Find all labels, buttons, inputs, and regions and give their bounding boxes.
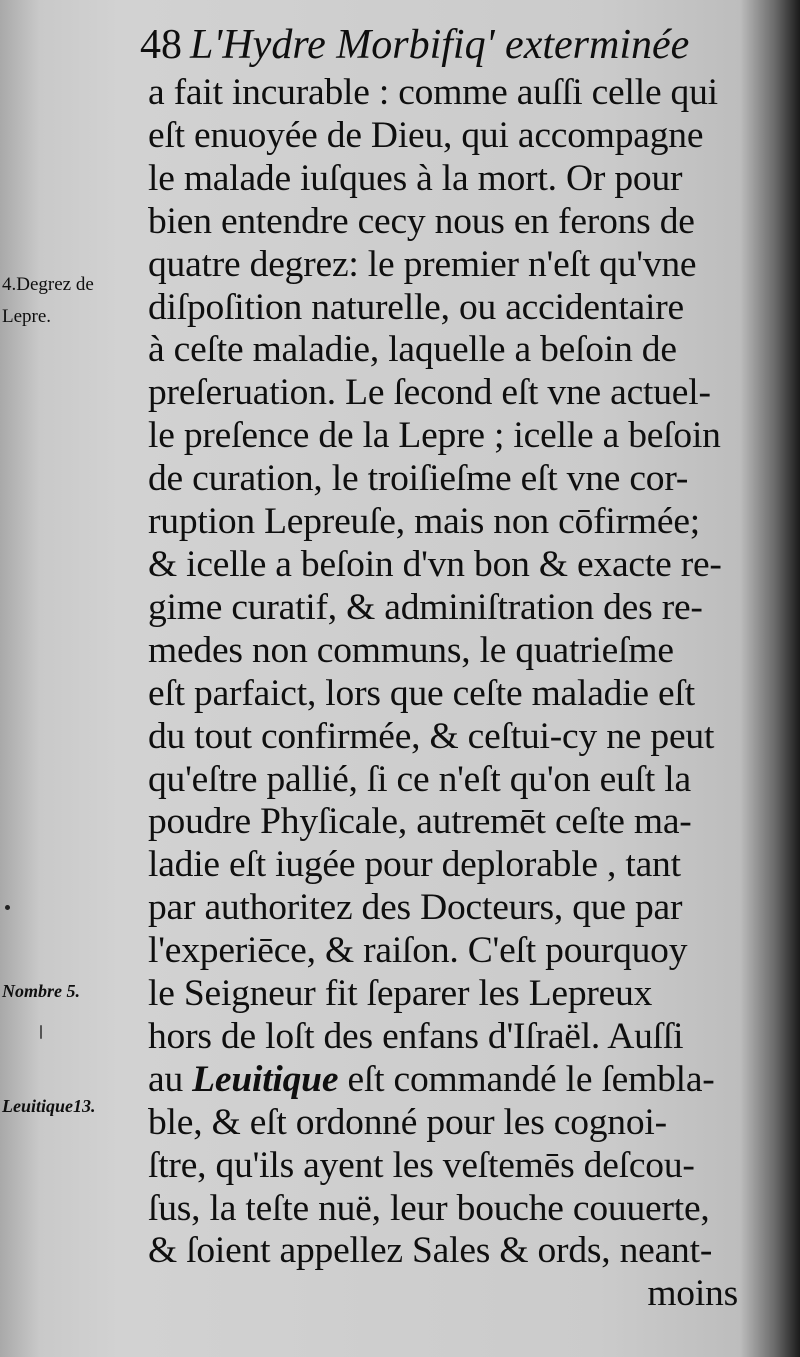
text-line: par authoritez des Docteurs, que par: [148, 887, 683, 929]
margin-note: Leuitique13.: [2, 1096, 96, 1116]
line-segment: au: [148, 1058, 193, 1100]
margin-note: Nombre 5.: [2, 981, 80, 1001]
text-line: de curation, le troiſieſme eſt vne cor-: [148, 458, 689, 500]
book-reference: Leuitique: [192, 1058, 339, 1100]
text-line: diſpoſition naturelle, ou accidentaire: [148, 286, 684, 328]
text-line: quatre degrez: le premier n'eſt qu'vne: [148, 243, 697, 285]
text-line: eſt enuoyée de Dieu, qui accompagne: [148, 114, 704, 156]
text-line: le Seigneur fit ſeparer les Lepreux: [148, 973, 653, 1015]
text-line: preſeruation. Le ſecond eſt vne actuel-: [148, 372, 711, 414]
margin-note: Lepre.: [2, 306, 52, 327]
text-line: & ſoient appellez Sales & ords, neant-: [148, 1230, 713, 1272]
margin-note: 4.Degrez de: [2, 274, 94, 295]
ink-speck: [40, 1025, 42, 1039]
text-line: ſus, la teſte nuë, leur bouche couuerte,: [148, 1187, 710, 1229]
ink-speck: [5, 905, 10, 910]
text-line: l'experiēce, & raiſon. C'eſt pourquoy: [148, 930, 688, 972]
line-segment: eſt commandé le ſembla-: [338, 1058, 715, 1100]
catchword: moins: [647, 1273, 738, 1315]
text-line: gime curatif, & adminiſtration des re-: [148, 586, 703, 628]
text-line: qu'eſtre pallié, ſi ce n'eſt qu'on euſt la: [148, 758, 691, 800]
text-line: le preſence de la Lepre ; icelle a beſoin: [148, 415, 721, 457]
text-line: a fait incurable : comme auſſi celle qui: [148, 72, 718, 113]
text-line: & icelle a beſoin d'vn bon & exacte re-: [148, 543, 722, 585]
page-number: 48: [140, 22, 182, 68]
text-line: le malade iuſques à la mort. Or pour: [148, 157, 683, 199]
body-text: [148, 72, 748, 1316]
page-header: [140, 20, 760, 70]
text-line: hors de loſt des enfans d'Iſraël. Auſſi: [148, 1015, 684, 1057]
text-line: ſtre, qu'ils ayent les veſtemēs deſcou-: [148, 1144, 695, 1186]
text-line: poudre Phyſicale, autremēt ceſte ma-: [148, 801, 692, 843]
text-line: du tout confirmée, & ceſtui-cy ne peut: [148, 715, 715, 757]
text-line: ble, & eſt ordonné pour les cognoi-: [148, 1101, 667, 1143]
text-line: medes non communs, le quatrieſme: [148, 629, 674, 671]
text-line: à ceſte maladie, laquelle a beſoin de: [148, 329, 677, 371]
text-line: [148, 1059, 748, 1102]
text-line: eſt parfaict, lors que ceſte maladie eſt: [148, 672, 695, 714]
text-line: ruption Lepreuſe, mais non cōfirmée;: [148, 501, 700, 543]
text-line: ladie eſt iugée pour deplorable , tant: [148, 844, 681, 886]
running-title: L'Hydre Morbifiq' exterminée: [190, 22, 690, 68]
text-line: bien entendre cecy nous en ferons de: [148, 200, 695, 242]
